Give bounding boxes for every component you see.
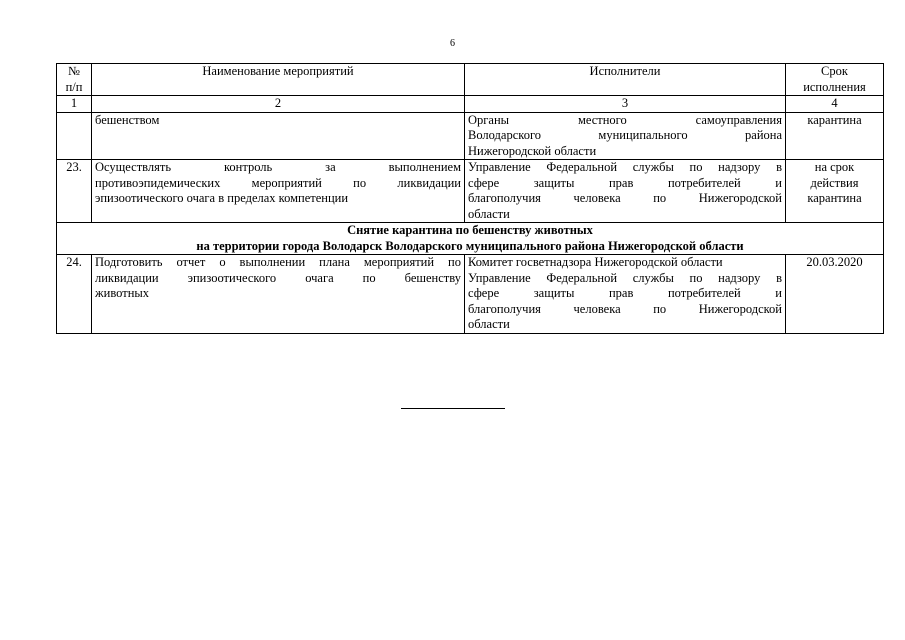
executors-line: благополучия человека по Нижегородской xyxy=(468,301,782,316)
header-number-symbol: № xyxy=(68,64,80,78)
table-row-continued xyxy=(57,112,884,160)
table-row-24 xyxy=(57,255,884,334)
row-24-number: 24. xyxy=(57,255,92,334)
name-line: ликвидации эпизоотического очага по бешенству xyxy=(95,270,461,285)
table-header-row xyxy=(57,64,884,96)
name-line: Осуществлять контроль за выполнением xyxy=(95,160,461,174)
name-line: эпизоотического очага в пределах компетенции xyxy=(95,191,349,205)
header-deadline-word2: исполнения xyxy=(803,79,866,94)
deadline-line: на срок xyxy=(814,160,855,174)
row-continued-deadline: карантина xyxy=(786,112,884,160)
column-index-3: 3 xyxy=(465,96,786,113)
activities-table xyxy=(56,63,884,334)
row-24-deadline: 20.03.2020 xyxy=(786,255,884,334)
executors-line: сфере защиты прав потребителей и xyxy=(468,175,782,190)
header-deadline xyxy=(786,64,884,96)
executors-line: Управление Федеральной службы по надзору в xyxy=(468,270,782,285)
section-heading xyxy=(57,223,884,255)
row-23-deadline xyxy=(786,160,884,223)
column-index-1: 1 xyxy=(57,96,92,113)
section-heading-line: Снятие карантина по бешенству животных xyxy=(347,223,593,237)
row-24-executors xyxy=(465,255,786,334)
header-number-abbrev: п/п xyxy=(65,79,83,94)
name-line: противоэпидемических мероприятий по ликвидации xyxy=(95,175,461,190)
header-executors: Исполнители xyxy=(465,64,786,96)
header-number xyxy=(57,64,92,96)
column-index-4: 4 xyxy=(786,96,884,113)
section-heading-line: на территории города Володарск Володарского муниципального района Нижегородской области xyxy=(196,238,744,253)
executors-line: сфере защиты прав потребителей и xyxy=(468,286,782,300)
executors-line: Володарского муниципального района xyxy=(468,128,782,142)
header-deadline-word1: Срок xyxy=(821,64,848,78)
executors-line: области xyxy=(468,317,510,331)
row-continued-executors xyxy=(465,112,786,160)
name-line: животных xyxy=(95,286,150,300)
executors-line: Нижегородской области xyxy=(468,143,597,158)
section-heading-row xyxy=(57,223,884,255)
page-number: 6 xyxy=(450,38,455,49)
deadline-line: карантина xyxy=(807,191,862,205)
row-continued-name: бешенством xyxy=(92,112,465,160)
row-continued-number xyxy=(57,112,92,160)
row-23-executors xyxy=(465,160,786,223)
executors-line: Управление Федеральной службы по надзору в xyxy=(468,160,782,174)
column-index-2: 2 xyxy=(92,96,465,113)
name-line: Подготовить отчет о выполнении плана мероприятий по xyxy=(95,255,461,269)
row-23-name xyxy=(92,160,465,223)
row-23-number: 23. xyxy=(57,160,92,223)
table-row-23 xyxy=(57,160,884,223)
header-activity-name: Наименование мероприятий xyxy=(92,64,465,96)
executors-line: Органы местного самоуправления xyxy=(468,112,782,127)
executors-line: области xyxy=(468,206,510,221)
deadline-line: действия xyxy=(810,175,859,190)
row-24-name xyxy=(92,255,465,334)
footer-divider xyxy=(401,408,505,409)
executors-line: благополучия человека по Нижегородской xyxy=(468,191,782,205)
executors-line: Комитет госветнадзора Нижегородской области xyxy=(468,255,723,269)
column-index-row xyxy=(57,96,884,113)
